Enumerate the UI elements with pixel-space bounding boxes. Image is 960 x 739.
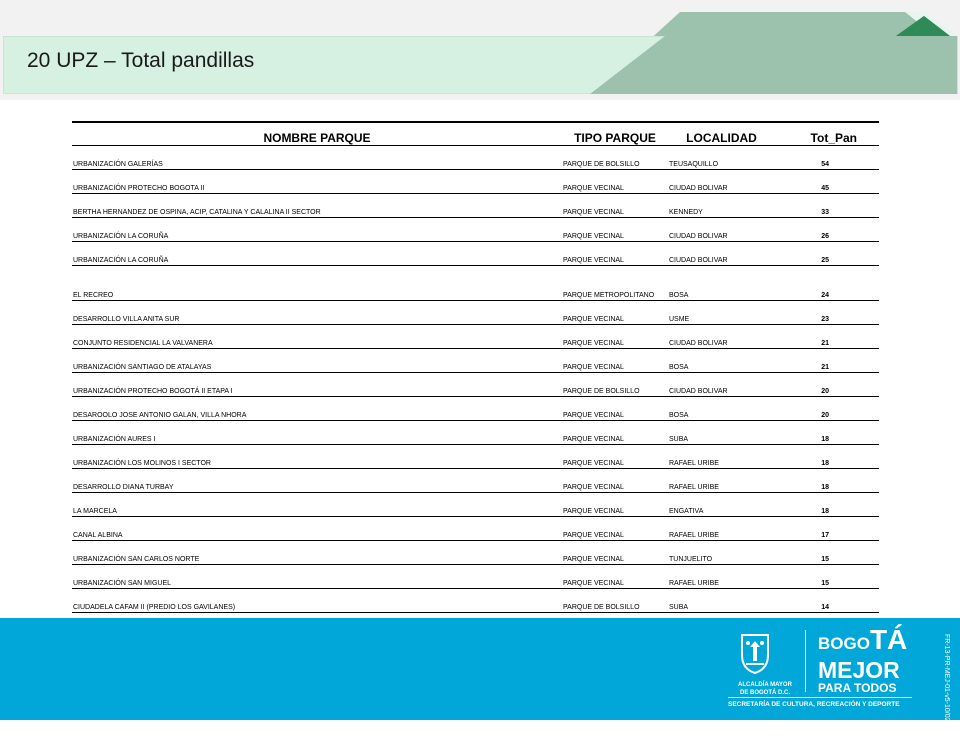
cell-localidad: RAFAEL URIBE [668, 517, 775, 541]
cell-tipo: PARQUE VECINAL [562, 170, 668, 194]
cell-tipo: PARQUE VECINAL [562, 517, 668, 541]
cell-total: 20 [775, 397, 879, 421]
cell-total: 15 [775, 541, 879, 565]
cell-localidad: CIUDAD BOLIVAR [668, 218, 775, 242]
cell-total: 33 [775, 194, 879, 218]
cell-total: 21 [775, 325, 879, 349]
cell-tipo: PARQUE VECINAL [562, 194, 668, 218]
table-row [72, 373, 879, 397]
cell-nombre: URBANIZACIÓN LA CORUÑA [72, 218, 562, 242]
cell-localidad: USME [668, 301, 775, 325]
cell-tipo: PARQUE VECINAL [562, 349, 668, 373]
cell-nombre: URBANIZACIÓN PROTECHO BOGOTÁ II ETAPA I [72, 373, 562, 397]
cell-localidad: CIUDAD BOLIVAR [668, 373, 775, 397]
footer-rule [728, 697, 912, 698]
logo-ta: TÁ [869, 624, 908, 655]
cell-total: 18 [775, 469, 879, 493]
cell-localidad: RAFAEL URIBE [668, 445, 775, 469]
logo-mejor: MEJOR [818, 657, 900, 683]
table-row [72, 589, 879, 613]
table-row [72, 541, 879, 565]
alcaldia-line-2: DE BOGOTÁ D.C. [739, 690, 790, 696]
table-row [72, 397, 879, 421]
cell-total: 25 [775, 242, 879, 266]
table-row [72, 421, 879, 445]
cell-nombre: URBANIZACIÓN PROTECHO BOGOTA II [72, 170, 562, 194]
cell-total: 18 [775, 493, 879, 517]
table-row [72, 325, 879, 349]
cell-total: 17 [775, 517, 879, 541]
table-header-row [72, 122, 879, 146]
cell-nombre: URBANIZACIÓN LOS MOLINOS I SECTOR [72, 445, 562, 469]
cell-tipo: PARQUE DE BOLSILLO [562, 146, 668, 170]
cell-nombre: EL RECREO [72, 266, 562, 301]
cell-tipo: PARQUE VECINAL [562, 493, 668, 517]
document-code: FR-13-PR-MEJ-01-v5-10/02/2016 [943, 634, 950, 739]
cell-nombre: URBANIZACIÓN SANTIAGO DE ATALAYAS [72, 349, 562, 373]
cell-total: 15 [775, 565, 879, 589]
cell-nombre: BERTHA HERNANDEZ DE OSPINA, ACIP, CATALINA Y CALALINA II SECTOR [72, 194, 562, 218]
cell-nombre: DESARROLLO DIANA TURBAY [72, 469, 562, 493]
cell-tipo: PARQUE VECINAL [562, 469, 668, 493]
cell-total: 18 [775, 445, 879, 469]
table-row [72, 146, 879, 170]
cell-total: 26 [775, 218, 879, 242]
cell-localidad: TEUSAQUILLO [668, 146, 775, 170]
cell-tipo: PARQUE VECINAL [562, 421, 668, 445]
cell-nombre: URBANIZACIÓN SAN CARLOS NORTE [72, 541, 562, 565]
cell-total: 21 [775, 349, 879, 373]
cell-localidad: SUBA [668, 421, 775, 445]
cell-nombre: CONJUNTO RESIDENCIAL LA VALVANERA [72, 325, 562, 349]
cell-nombre: URBANIZACIÓN SAN MIGUEL [72, 565, 562, 589]
logo-bo: BO [818, 634, 844, 653]
cell-nombre: URBANIZACIÓN LA CORUÑA [72, 242, 562, 266]
cell-tipo: PARQUE VECINAL [562, 445, 668, 469]
bogota-coat-of-arms-icon [738, 631, 772, 675]
cell-localidad: CIUDAD BOLIVAR [668, 325, 775, 349]
cell-localidad: ENGATIVA [668, 493, 775, 517]
parks-table [72, 121, 879, 613]
cell-localidad: SUBA [668, 589, 775, 613]
cell-localidad: CIUDAD BOLIVAR [668, 170, 775, 194]
cell-tipo: PARQUE VECINAL [562, 397, 668, 421]
column-header-nombre-parque: NOMBRE PARQUE [72, 122, 562, 146]
cell-tipo: PARQUE VECINAL [562, 541, 668, 565]
table-row [72, 517, 879, 541]
cell-nombre: DESARROLLO VILLA ANITA SUR [72, 301, 562, 325]
cell-tipo: PARQUE VECINAL [562, 325, 668, 349]
alcaldia-label [718, 681, 812, 697]
cell-nombre: CANAL ALBINA [72, 517, 562, 541]
cell-nombre: LA MARCELA [72, 493, 562, 517]
table-row [72, 266, 879, 301]
cell-localidad: BOSA [668, 266, 775, 301]
cell-tipo: PARQUE VECINAL [562, 565, 668, 589]
table-row [72, 242, 879, 266]
cell-nombre: CIUDADELA CAFAM II (PREDIO LOS GAVILANES) [72, 589, 562, 613]
table-row [72, 469, 879, 493]
bogota-logo-wordmark [818, 624, 908, 655]
alcaldia-line-1: ALCALDÍA MAYOR [738, 682, 792, 688]
cell-localidad: RAFAEL URIBE [668, 565, 775, 589]
cell-tipo: PARQUE VECINAL [562, 218, 668, 242]
table-row [72, 170, 879, 194]
logo-para-todos: PARA TODOS [818, 681, 897, 695]
cell-nombre: URBANIZACIÓN GALERÍAS [72, 146, 562, 170]
cell-total: 23 [775, 301, 879, 325]
column-header-tot-pan: Tot_Pan [775, 122, 879, 146]
column-header-localidad: LOCALIDAD [668, 122, 775, 146]
cell-localidad: CIUDAD BOLIVAR [668, 242, 775, 266]
slide-title: 20 UPZ – Total pandillas [27, 49, 255, 72]
cell-total: 20 [775, 373, 879, 397]
cell-total: 18 [775, 421, 879, 445]
cell-tipo: PARQUE VECINAL [562, 301, 668, 325]
table-row [72, 493, 879, 517]
cell-tipo: PARQUE DE BOLSILLO [562, 373, 668, 397]
table-row [72, 301, 879, 325]
cell-localidad: RAFAEL URIBE [668, 469, 775, 493]
cell-tipo: PARQUE METROPOLITANO [562, 266, 668, 301]
cell-nombre: DESAROOLO JOSE ANTONIO GALAN, VILLA NHORA [72, 397, 562, 421]
cell-localidad: KENNEDY [668, 194, 775, 218]
cell-tipo: PARQUE DE BOLSILLO [562, 589, 668, 613]
cell-localidad: BOSA [668, 397, 775, 421]
table-row [72, 349, 879, 373]
table-row [72, 445, 879, 469]
cell-tipo: PARQUE VECINAL [562, 242, 668, 266]
secretaria-label: SECRETARÍA DE CULTURA, RECREACIÓN Y DEPORTE [728, 701, 900, 708]
cell-total: 54 [775, 146, 879, 170]
column-header-tipo-parque: TIPO PARQUE [562, 122, 668, 146]
table-row [72, 565, 879, 589]
cell-total: 24 [775, 266, 879, 301]
cell-localidad: BOSA [668, 349, 775, 373]
cell-total: 14 [775, 589, 879, 613]
table-row [72, 194, 879, 218]
cell-total: 45 [775, 170, 879, 194]
footer-divider [805, 630, 806, 692]
logo-go: GO [843, 634, 870, 653]
cell-localidad: TUNJUELITO [668, 541, 775, 565]
table-row [72, 218, 879, 242]
cell-nombre: URBANIZACIÓN AURES I [72, 421, 562, 445]
